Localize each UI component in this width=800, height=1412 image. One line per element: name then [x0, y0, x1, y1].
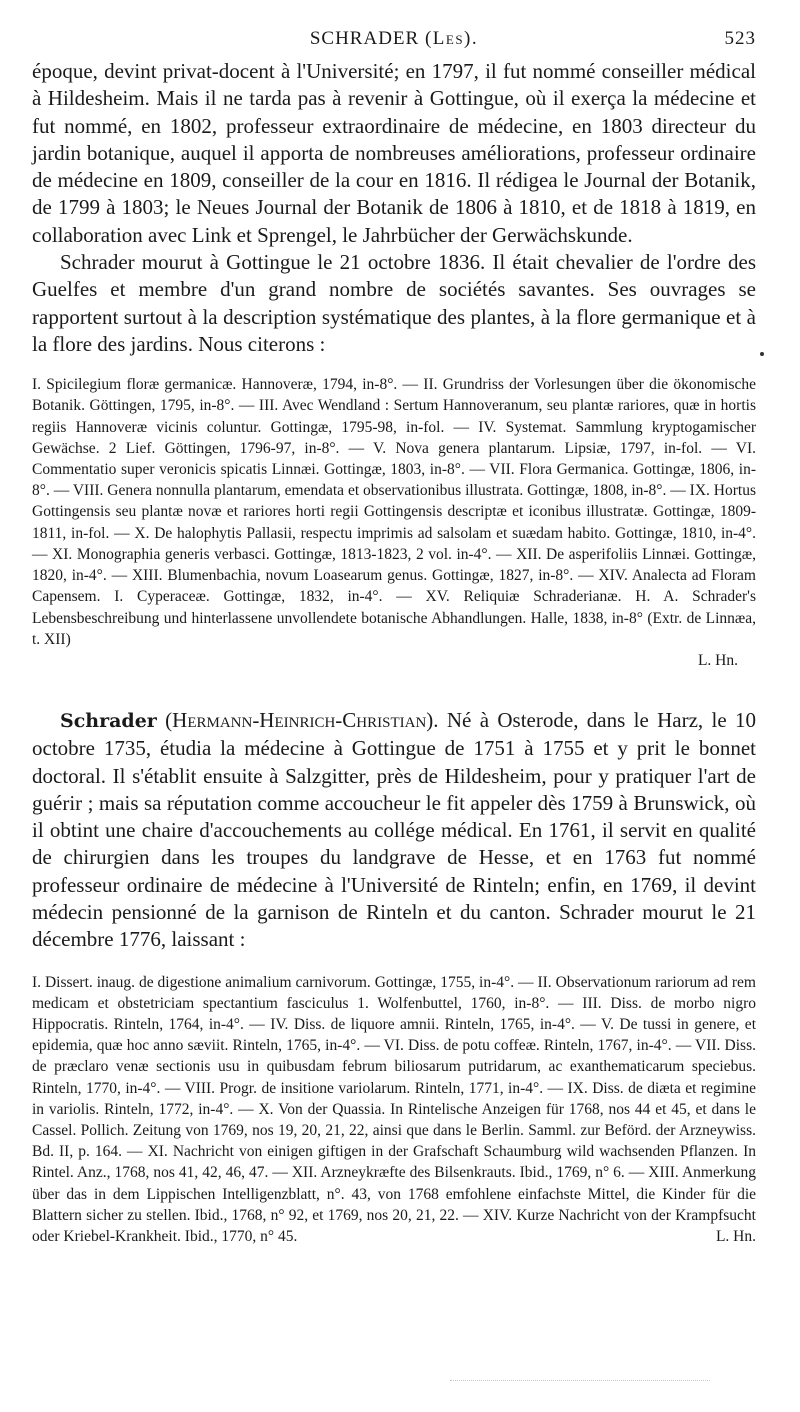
entry2-text: Né à Osterode, dans le Harz, le 10 octobre 1735, étudia la médecine à Gottingue de 1751 à 1755 et y prit le bonnet doctoral. Il s'établit ensuite à Salzgitter, près de Hildesheim, pour y pratiquer l'art de guérir ; mais sa réputation comme accoucheur le fit appeler dès 1759 à Brunswick, où il obtint une chaire d'accouchements au collége médical. En 1761, il servit en qualité de chirurgien dans les troupes du landgrave de Hesse, et en 1763 fut nommé professeur ordinaire de médecine à l'Université de Rinteln; enfin, en 1769, il devint médecin pensionné de la garnison de Rinteln et du canton. Schrader mourut le 21 décembre 1776, laissant :: [32, 707, 757, 952]
entry2: [32, 707, 756, 1247]
entry2-bibliography-text: I. Dissert. inaug. de digestione animalium carnivorum. Gottingæ, 1755, in-4°. — II. Observationum rariorum ad rem medicam et obstetriciam spectantium fasciculus 1. Wolfenbuttel, 1760, in-8°. — III. Diss. de morbo nigro Hippocratis. Rinteln, 1764, in-4°. — IV. Diss. de liquore amnii. Rinteln, 1765, in-4°. — V. De tussi in genere, et epidemia, quæ hoc anno sæviit. Rinteln, 1765, in-4°. — VI. Diss. de potu coffeæ. Rinteln, 1767, in-4°. — VII. Diss. de præclaro venæ sectionis usu in quibusdam februm biliosarum putridarum, ac exanthematicarum speciebus. Rinteln, 1770, in-4°. — VIII. Progr. de insitione variolarum. Rinteln, 1771, in-4°. — IX. Diss. de diæta et regimine in variolis. Rinteln, 1772, in-4°. — X. Von der Quassia. In Rintelische Anzeigen für 1768, nos 44 et 45, et dans le Cassel. Pollich. Zeitung von 1769, nos 19, 20, 21, 22, ainsi que dans le Berlin. Samml. zur Beförd. der Arzneywiss. Bd. II, p. 164. — XI. Nachricht von einigen giftigen in der Grafschaft Schaumburg wild wachsenden Pflanzen. In Rintel. Anz., 1768, nos 41, 42, 46, 47. — XII. Arzneykræfte des Bilsenkrauts. Ibid., 1769, n° 6. — XIII. Anmerkung über das in dem Lippischen Intelligenzblatt, n°. 43, von 1768 emfohlene einfachste Mittel, die Kinder für die Blattern sicher zu stellen. Ibid., 1768, n° 92, et 1769, nos 20, 21, 22. — XIV. Kurze Nachricht von der Krampfsucht oder Kriebel-Krankheit. Ibid., 1770, n° 45.: [32, 973, 756, 1246]
page: [32, 24, 756, 1247]
entry2-signature: L. Hn.: [715, 1228, 756, 1246]
entry1-signature: L. Hn.: [697, 651, 738, 669]
entry2-paragraph: [32, 707, 756, 954]
entry2-given-names: (Hermann-Heinrich-Christian).: [165, 707, 439, 732]
running-head: [32, 24, 756, 58]
scan-noise: [450, 1380, 710, 1383]
running-title-sub: (Les).: [424, 28, 479, 49]
entry2-bibliography: [32, 972, 756, 1248]
entry1-bibliography: I. Spicilegium floræ germanicæ. Hannoveræ, 1794, in-8°. — II. Grundriss der Vorlesungen über die ökonomische Botanik. Göttingen, 1795, in-8°. — III. Avec Wendland : Sertum Hannoveranum, seu plantæ rariores, quæ in hortis regiis Hannoveræ vicinis coluntur. Gottingæ, 1795-98, in-fol. — IV. Systemat. Sammlung kryptogamischer Gewächse. 2 Lief. Göttingen, 1796-97, in-8°. — V. Nova genera plantarum. Lipsiæ, 1797, in-fol. — VI. Commentatio super veronicis spicatis Linnæi. Gottingæ, 1803, in-8°. — VII. Flora Germanica. Gottingæ, 1806, in-8°. — VIII. Genera nonnulla plantarum, emendata et observationibus illustrata. Gottingæ, 1808, in-8°. — IX. Hortus Gottingensis seu plantæ novæ et rariores horti regii Gottingensis descriptæ et iconibus illustratæ. Gottingæ, 1809-1811, in-fol. — X. De halophytis Pallasii, respectu imprimis ad salsolam et suædam habito. Gottingæ, 1810, in-4°. — XI. Monographia generis verbasci. Gottingæ, 1813-1823, 2 vol. in-4°. — XII. De asperifoliis Linnæi. Gottingæ, 1820, in-4°. — XIII. Blumenbachia, novum Loasearum genus. Gottingæ, 1827, in-8°. — XIV. Analecta ad Floram Capensem. I. Cyperaceæ. Gottingæ, 1832, in-4°. — XV. Reliquiæ Schraderianæ. H. A. Schrader's Lebensbeschreibung und hinterlassene unvollendete botanische Abhandlungen. Halle, 1838, in-8° (Extr. de Linnæa, t. XII): [32, 376, 756, 648]
running-title: [32, 28, 756, 50]
page-number: 523: [724, 28, 756, 49]
margin-mark: [760, 352, 764, 356]
running-title-main: SCHRADER: [309, 28, 420, 49]
entry2-headword: Schrader: [60, 709, 157, 732]
entry1-paragraph2: Schrader mourut à Gottingue le 21 octobre 1836. Il était chevalier de l'ordre des Guelfes et membre d'un grand nombre de sociétés savantes. Ses ouvrages se rapportent surtout à la description systématique des plantes, à la flore germanique et à la flore des jardins. Nous citerons :: [32, 250, 756, 356]
entry1-continuation: époque, devint privat-docent à l'Université; en 1797, il fut nommé conseiller médical à Hildesheim. Mais il ne tarda pas à revenir à Gottingue, où il exerça la médecine et fut nommé, en 1802, professeur extraordinaire de médecine, en 1803 directeur du jardin botanique, auquel il apporta de nombreuses améliorations, professeur ordinaire de médecine en 1809, conseiller de la cour en 1816. Il rédigea le Journal der Botanik, de 1799 à 1803; le Neues Journal der Botanik de 1806 à 1810, et de 1818 à 1819, en collaboration avec Link et Sprengel, le Jahrbücher der Gerwächskunde.: [32, 59, 756, 247]
